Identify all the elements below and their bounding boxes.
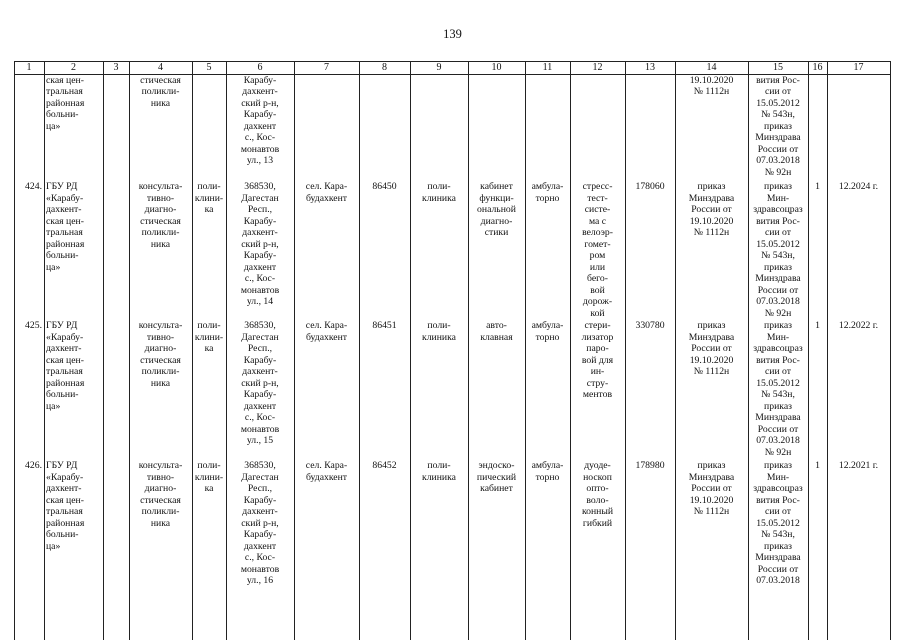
column-header-4: 4: [158, 62, 163, 73]
organization-cell: ГБУ РД «Карабу- дахкент- ская цен- тральная районная больни- ца»: [46, 320, 85, 412]
column-header-3: 3: [113, 62, 119, 73]
column-header-2: 2: [71, 62, 76, 73]
column-rule-14: [748, 61, 749, 640]
order-543n-cell: приказ Мин- здравсоцраз вития Рос- сии от 15.05.2012 № 543н, приказ Минздрава России от 07.03.2018 № 92н: [753, 320, 803, 458]
column-rule-4: [192, 61, 193, 640]
order-543n-cell: приказ Мин- здравсоцраз вития Рос- сии от 15.05.2012 № 543н, приказ Минздрава России от 07.03.2018: [753, 460, 803, 586]
column-header-10: 10: [491, 62, 502, 73]
organization-cell: ГБУ РД «Карабу- дахкент- ская цен- тральная районная больни- ца»: [46, 181, 85, 273]
column-header-16: 16: [812, 62, 823, 73]
care-form-cell: амбула- торно: [531, 320, 564, 343]
column-rule-16: [827, 61, 828, 640]
column-header-8: 8: [382, 62, 387, 73]
facility-type-cell: поли- клини- ка: [194, 460, 224, 494]
continued-address-cell: Карабу- дахкент- ский р-н, Карабу- дахкент с., Кос- монавтов ул., 13: [240, 74, 280, 166]
column-header-13: 13: [645, 62, 655, 73]
unit-cell: поли- клиника: [422, 320, 456, 343]
column-header-5: 5: [206, 62, 212, 73]
address-cell: 368530, Дагестан Респ., Карабу- дахкент- ский р-н, Карабу- дахкент с., Кос- монавтов ул., 14: [240, 181, 280, 307]
equipment-cell: дуоде- носкоп опто- воло- конный гибкий: [581, 460, 614, 529]
equipment-cell: стери- лизатор паро- вой для ин- стру- ментов: [581, 320, 614, 400]
column-header-6: 6: [257, 62, 263, 73]
column-rule-11: [570, 61, 571, 640]
column-rule-6: [294, 61, 295, 640]
date-cell: 12.2024 г.: [838, 181, 879, 192]
facility-type-cell: поли- клини- ка: [194, 181, 224, 215]
date-cell: 12.2022 г.: [838, 320, 879, 331]
settlement-cell: сел. Кара- будахкент: [305, 460, 348, 483]
continued-org-cell: ская цен- тральная районная больни- ца»: [46, 74, 85, 132]
row-number: 425.: [25, 320, 42, 331]
column-rule-0: [14, 61, 15, 640]
code-cell: 86450: [372, 181, 397, 192]
room-cell: эндоско- пический кабинет: [476, 460, 517, 494]
facility-type-cell: поли- клини- ка: [194, 320, 224, 354]
quantity-cell: 1: [815, 181, 820, 192]
column-rule-5: [226, 61, 227, 640]
care-form-cell: амбула- торно: [531, 181, 564, 204]
order-1112n-cell: приказ Минздрава России от 19.10.2020 № 1112н: [688, 320, 735, 377]
order-1112n-cell: приказ Минздрава России от 19.10.2020 № 1112н: [688, 181, 735, 238]
column-rule-9: [468, 61, 469, 640]
code-cell: 86452: [372, 460, 397, 471]
room-cell: авто- клавная: [480, 320, 513, 343]
room-cell: кабинет функци- ональной диагно- стики: [477, 181, 516, 238]
quantity-cell: 1: [815, 320, 820, 331]
column-rule-15: [808, 61, 809, 640]
date-cell: 12.2021 г.: [838, 460, 879, 471]
care-form-cell: амбула- торно: [531, 460, 564, 483]
row-number: 424.: [25, 181, 42, 192]
column-rule-17: [890, 61, 891, 640]
equipment-cell: стресс- тест- систе- ма с велоэр- гомет- ром или бего- вой дорож- кой: [582, 181, 613, 319]
column-header-14: 14: [706, 62, 717, 73]
column-rule-13: [675, 61, 676, 640]
column-rule-3: [129, 61, 130, 640]
continued-order15-cell: вития Рос- сии от 15.05.2012 № 543н, приказ Минздрава России от 07.03.2018 № 92н: [755, 74, 801, 178]
price-cell: 178060: [635, 181, 665, 192]
price-cell: 178980: [635, 460, 665, 471]
order-543n-cell: приказ Мин- здравсоцраз вития Рос- сии от 15.05.2012 № 543н, приказ Минздрава России от 07.03.2018 № 92н: [753, 181, 803, 319]
division-cell: консульта- тивно- диагно- стическая поликли- ника: [138, 320, 183, 389]
quantity-cell: 1: [815, 460, 820, 471]
column-header-17: 17: [853, 62, 864, 73]
unit-cell: поли- клиника: [422, 460, 456, 483]
settlement-cell: сел. Кара- будахкент: [305, 320, 348, 343]
organization-cell: ГБУ РД «Карабу- дахкент- ская цен- тральная районная больни- ца»: [46, 460, 85, 552]
column-rule-12: [625, 61, 626, 640]
division-cell: консульта- тивно- диагно- стическая поликли- ника: [138, 460, 183, 529]
column-rule-10: [525, 61, 526, 640]
unit-cell: поли- клиника: [422, 181, 456, 204]
column-header-9: 9: [436, 62, 442, 73]
column-header-15: 15: [773, 62, 783, 73]
column-header-12: 12: [592, 62, 603, 73]
column-rule-2: [103, 61, 104, 640]
column-header-1: 1: [26, 62, 32, 73]
division-cell: консульта- тивно- диагно- стическая поликли- ника: [138, 181, 183, 250]
settlement-cell: сел. Кара- будахкент: [305, 181, 348, 204]
address-cell: 368530, Дагестан Респ., Карабу- дахкент- ский р-н, Карабу- дахкент с., Кос- монавтов ул., 15: [240, 320, 280, 446]
continued-order14-cell: 19.10.2020 № 1112н: [689, 74, 734, 97]
row-number: 426.: [25, 460, 42, 471]
column-rule-1: [44, 61, 45, 640]
address-cell: 368530, Дагестан Респ., Карабу- дахкент- ский р-н, Карабу- дахкент с., Кос- монавтов ул., 16: [240, 460, 280, 586]
column-rule-8: [410, 61, 411, 640]
column-rule-7: [359, 61, 360, 640]
price-cell: 330780: [635, 320, 665, 331]
page-number: 139: [443, 27, 462, 41]
column-header-7: 7: [324, 62, 329, 73]
column-header-11: 11: [542, 62, 553, 73]
code-cell: 86451: [372, 320, 397, 331]
order-1112n-cell: приказ Минздрава России от 19.10.2020 № 1112н: [688, 460, 735, 517]
continued-division-cell: стическая поликли- ника: [140, 74, 181, 109]
